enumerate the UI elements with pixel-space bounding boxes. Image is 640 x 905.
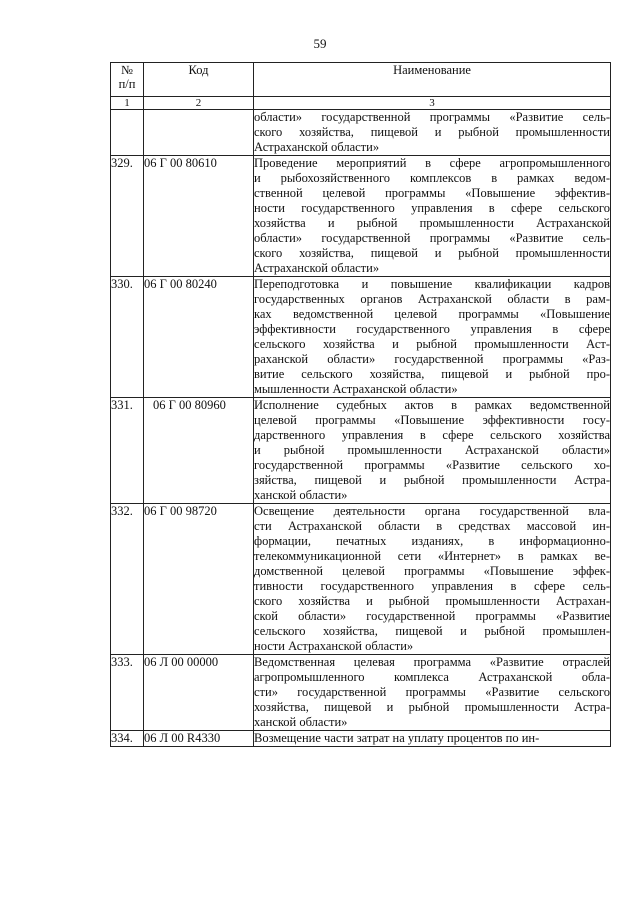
row-code: 06 Л 00 00000 — [144, 655, 254, 731]
name-line: зяйства, пищевой и рыбной промышленности Астра- — [254, 473, 610, 487]
name-line: Исполнение судебных актов в рамках ведомственной — [254, 398, 610, 412]
name-line: целевой программы «Повышение эффективности госу- — [254, 413, 610, 427]
row-number: 332. — [111, 504, 144, 655]
table-row — [111, 398, 611, 504]
name-line: государственных органов Астраханской области в рам- — [254, 292, 610, 306]
row-name — [254, 110, 611, 156]
name-line: ности государственного управления в сфере сельского — [254, 201, 610, 215]
name-line: сельского хозяйства, пищевой и рыбной промышлен- — [254, 624, 610, 638]
row-number: 334. — [111, 731, 144, 747]
row-code: 06 Л 00 R4330 — [144, 731, 254, 747]
row-number: 330. — [111, 277, 144, 398]
name-line: и рыбной промышленности Астраханской области» — [254, 443, 610, 457]
name-line: эффективности государственного управления в сфере — [254, 322, 610, 336]
name-line: области» государственной программы «Развитие сель- — [254, 231, 610, 245]
row-code — [144, 110, 254, 156]
name-line: телекоммуникационной сети «Интернет» в рамках ве- — [254, 549, 610, 563]
name-line: Возмещение части затрат на уплату процентов по ин- — [254, 731, 540, 745]
name-line: ственной целевой программы «Повышение эффектив- — [254, 186, 610, 200]
name-line: Астраханской области» — [254, 140, 380, 154]
row-code: 06 Г 00 80240 — [144, 277, 254, 398]
name-line: Освещение деятельности органа государственной вла- — [254, 504, 610, 518]
table-header-row — [111, 63, 611, 97]
name-line: ского хозяйства и рыбной промышленности Астрахан- — [254, 594, 610, 608]
row-name — [254, 398, 611, 504]
name-line: Астраханской области» — [254, 261, 380, 275]
name-line: Переподготовка и повышение квалификации кадров — [254, 277, 610, 291]
name-line: мышленности Астраханской области» — [254, 382, 458, 396]
name-line: государственной программы «Развитие сельского хо- — [254, 458, 610, 472]
budget-classification-table — [110, 62, 611, 747]
row-name — [254, 277, 611, 398]
row-name — [254, 731, 611, 747]
name-line: домственной целевой программы «Повышение эффек- — [254, 564, 610, 578]
row-number: 333. — [111, 655, 144, 731]
name-line: хозяйства, пищевой и рыбной промышленности Астра- — [254, 700, 610, 714]
name-line: хозяйства и рыбной промышленности Астраханской — [254, 216, 610, 230]
row-name — [254, 504, 611, 655]
header-num — [111, 63, 144, 97]
header-name: Наименование — [254, 63, 611, 97]
column-index-3: 3 — [254, 97, 611, 110]
name-line: Ведомственная целевая программа «Развитие отраслей — [254, 655, 610, 669]
table-row — [111, 504, 611, 655]
name-line: формации, печатных изданиях, в информационно- — [254, 534, 610, 548]
name-line: витие сельского хозяйства, пищевой и рыбной про- — [254, 367, 610, 381]
row-number — [111, 110, 144, 156]
header-code: Код — [144, 63, 254, 97]
row-code: 06 Г 00 80610 — [144, 156, 254, 277]
table-row — [111, 731, 611, 747]
name-line: сти» государственной программы «Развитие сельского — [254, 685, 610, 699]
name-line: ханской области» — [254, 488, 348, 502]
name-line: ханской области» — [254, 715, 348, 729]
column-index-row — [111, 97, 611, 110]
name-line: Проведение мероприятий в сфере агропромышленного — [254, 156, 610, 170]
name-line: дарственного управления в сфере сельского хозяйства — [254, 428, 610, 442]
name-line: ского хозяйства, пищевой и рыбной промышленности — [254, 125, 610, 139]
column-index-2: 2 — [144, 97, 254, 110]
name-line: ности Астраханской области» — [254, 639, 414, 653]
name-line: области» государственной программы «Развитие сель- — [254, 110, 610, 124]
table-row — [111, 156, 611, 277]
name-line: и рыбохозяйственного комплексов в рамках ведом- — [254, 171, 610, 185]
table-row — [111, 655, 611, 731]
table-row — [111, 277, 611, 398]
header-num-label: № п/п — [118, 63, 136, 91]
name-line: сти Астраханской области в средствах массовой ин- — [254, 519, 610, 533]
column-index-1: 1 — [111, 97, 144, 110]
row-name — [254, 156, 611, 277]
row-code: 06 Г 00 98720 — [144, 504, 254, 655]
row-code: 06 Г 00 80960 — [144, 398, 254, 504]
name-line: тивности государственного управления в сфере сель- — [254, 579, 610, 593]
name-line: агропромышленного комплекса Астраханской обла- — [254, 670, 610, 684]
name-line: ках ведомственной целевой программы «Повышение — [254, 307, 610, 321]
page-number: 59 — [313, 36, 327, 51]
row-number: 331. — [111, 398, 144, 504]
row-name — [254, 655, 611, 731]
name-line: раханской области» государственной программы «Раз- — [254, 352, 610, 366]
name-line: ской области» государственной программы «Развитие — [254, 609, 610, 623]
name-line: сельского хозяйства и рыбной промышленности Аст- — [254, 337, 610, 351]
name-line: ского хозяйства, пищевой и рыбной промышленности — [254, 246, 610, 260]
table-row — [111, 110, 611, 156]
row-number: 329. — [111, 156, 144, 277]
